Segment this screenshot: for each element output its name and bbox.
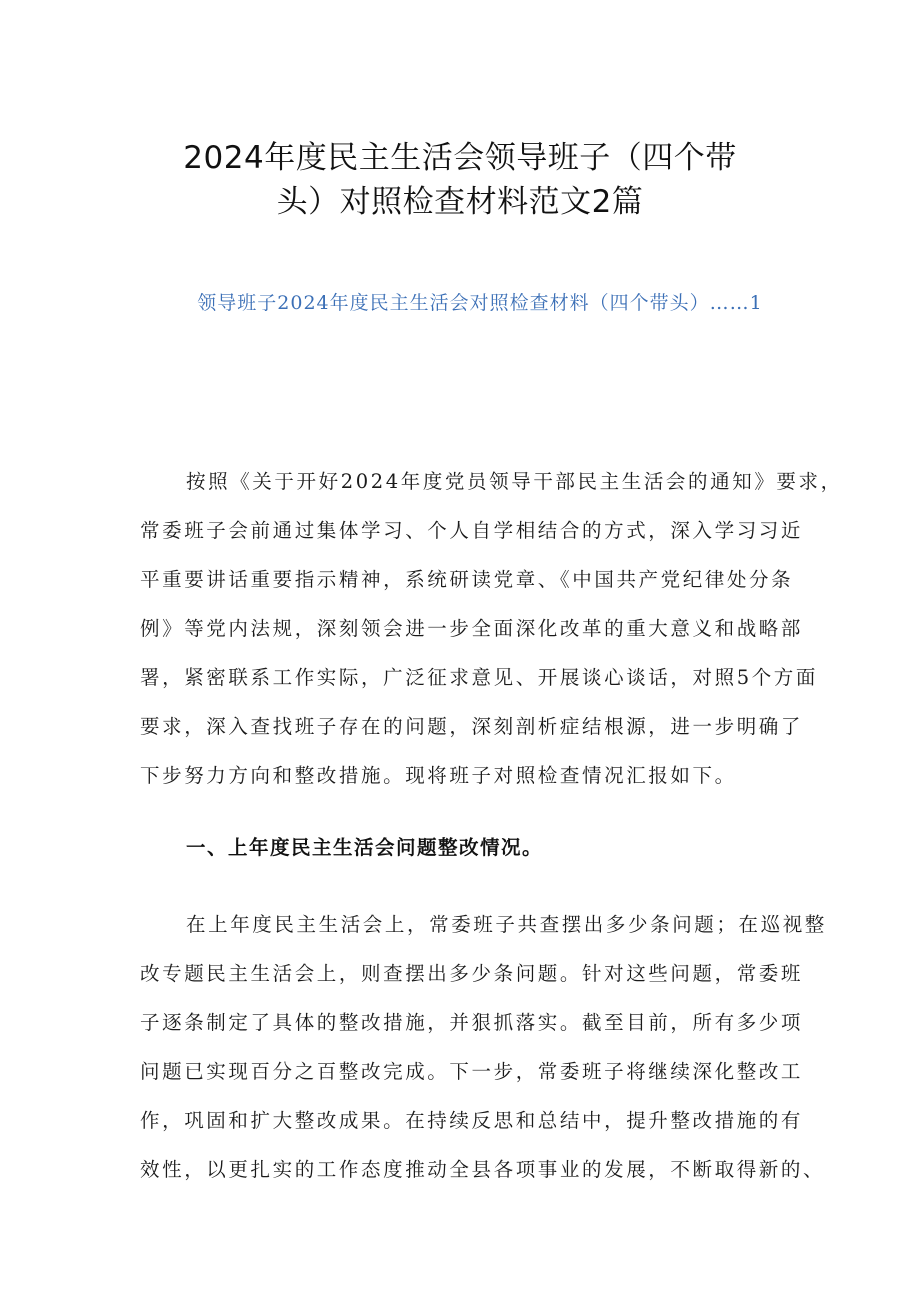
document-title-line-1: 2024年度民主生活会领导班子（四个带 — [183, 140, 737, 176]
paragraph-line: 子逐条制定了具体的整改措施，并狠抓落实。截至目前，所有多少项 — [140, 1011, 804, 1034]
paragraph-line: 按照《关于开好2024年度党员领导干部民主生活会的通知》要求， — [186, 470, 843, 493]
paragraph-line: 改专题民主生活会上，则查摆出多少条问题。针对这些问题，常委班 — [140, 962, 804, 985]
paragraph-line: 在上年度民主生活会上，常委班子共查摆出多少条问题；在巡视整 — [186, 913, 827, 936]
paragraph-line: 署，紧密联系工作实际，广泛征求意见、开展谈心谈话，对照5个方面 — [140, 666, 819, 689]
toc-entry-link[interactable]: 领导班子2024年度民主生活会对照检查材料（四个带头）……1 — [197, 292, 763, 314]
section-heading: 一、上年度民主生活会问题整改情况。 — [186, 836, 544, 859]
paragraph-line: 要求，深入查找班子存在的问题，深刻剖析症结根源，进一步明确了 — [140, 715, 804, 738]
paragraph-line: 效性，以更扎实的工作态度推动全县各项事业的发展，不断取得新的、 — [140, 1158, 826, 1181]
paragraph-line: 常委班子会前通过集体学习、个人自学相结合的方式，深入学习习近 — [140, 519, 804, 542]
paragraph-line: 下步努力方向和整改措施。现将班子对照检查情况汇报如下。 — [140, 764, 737, 787]
paragraph-line: 例》等党内法规，深刻领会进一步全面深化改革的重大意义和战略部 — [140, 617, 804, 640]
paragraph-intro — [140, 457, 843, 800]
paragraph-line: 作，巩固和扩大整改成果。在持续反思和总结中，提升整改措施的有 — [140, 1109, 804, 1132]
paragraph-line: 平重要讲话重要指示精神，系统研读党章、《中国共产党纪律处分条 — [140, 568, 794, 591]
paragraph-rectification — [140, 900, 827, 1194]
paragraph-line: 问题已实现百分之百整改完成。下一步，常委班子将继续深化整改工 — [140, 1060, 804, 1083]
document-title-line-2: 头）对照检查材料范文2篇 — [276, 184, 644, 220]
